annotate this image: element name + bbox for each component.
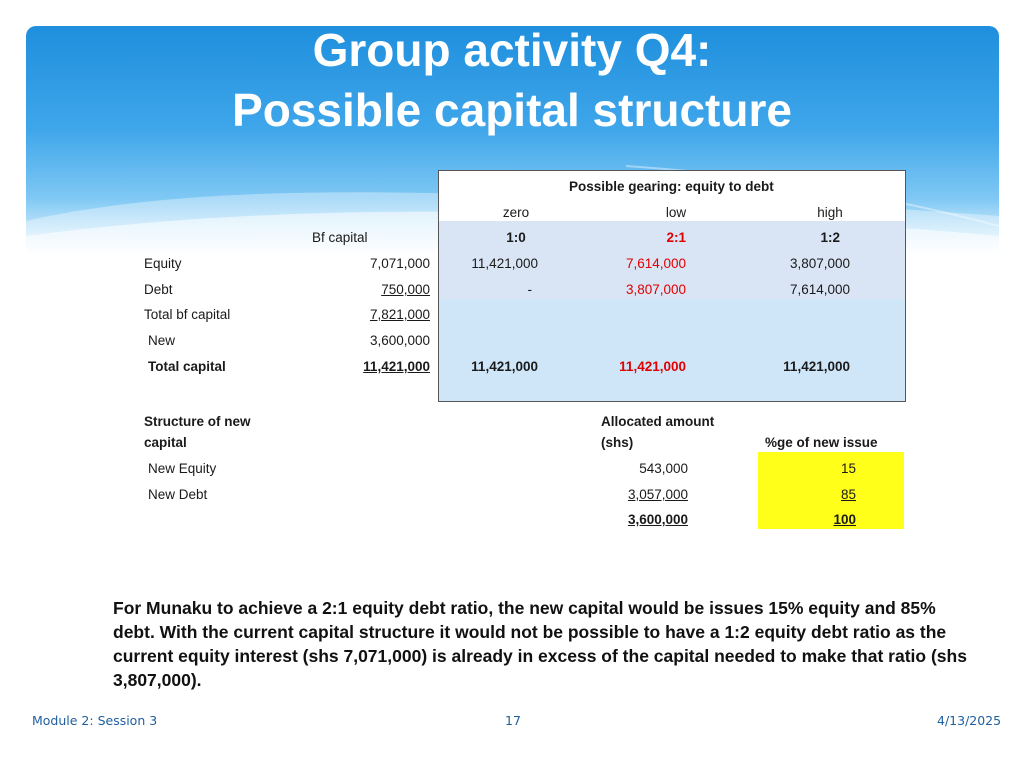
ratio-zero: 1:0 <box>506 230 526 245</box>
bf-capital-label: Bf capital <box>312 230 368 245</box>
new-equity-amount: 543,000 <box>639 461 688 476</box>
new-label: New <box>148 333 176 348</box>
col-header-low: low <box>665 205 687 220</box>
equity-high: 3,807,000 <box>789 256 850 271</box>
total-capital-zero: 11,421,000 <box>471 359 538 374</box>
new-value: 3,600,000 <box>369 333 430 348</box>
new-debt-label: New Debt <box>148 487 208 502</box>
new-debt-amount: 3,057,000 <box>627 487 688 502</box>
total-bf-value: 7,821,000 <box>369 307 430 322</box>
footer-page-number: 17 <box>505 713 521 728</box>
equity-low: 7,614,000 <box>625 256 686 271</box>
equity-zero: 11,421,000 <box>471 256 538 271</box>
new-equity-pct: 15 <box>840 461 856 476</box>
debt-zero: - <box>527 282 532 297</box>
equity-label: Equity <box>144 256 182 271</box>
new-capital-total-amount: 3,600,000 <box>627 512 688 527</box>
structure-label-line1: Structure of new <box>144 414 251 429</box>
gearing-header: Possible gearing: equity to debt <box>569 179 774 194</box>
debt-high: 7,614,000 <box>789 282 850 297</box>
debt-label: Debt <box>144 282 173 297</box>
total-capital-label: Total capital <box>148 359 226 374</box>
equity-bf: 7,071,000 <box>369 256 430 271</box>
structure-label-line2: capital <box>144 435 187 450</box>
ratio-low: 2:1 <box>666 230 686 245</box>
total-capital-high: 11,421,000 <box>783 359 850 374</box>
total-bf-label: Total bf capital <box>144 307 231 322</box>
new-equity-label: New Equity <box>148 461 217 476</box>
debt-low: 3,807,000 <box>625 282 686 297</box>
slide-title-line2: Possible capital structure <box>232 84 792 136</box>
conclusion-paragraph: For Munaku to achieve a 2:1 equity debt ratio, the new capital would be issues 15% equity and 85% debt. With the current capital structure it would not be possible to have a 1:2 equity debt ratio as the current equity interest (shs 7,071,000) is already in excess of the capital needed to make that ratio (shs 3,807,000). <box>113 598 967 690</box>
alloc-header-line2: (shs) <box>601 435 634 450</box>
footer-module: Module 2: Session 3 <box>32 713 158 728</box>
pct-header: %ge of new issue <box>765 435 878 450</box>
ratio-high: 1:2 <box>820 230 840 245</box>
slide-title-line1: Group activity Q4: <box>312 24 712 76</box>
debt-bf: 750,000 <box>381 282 430 297</box>
total-capital-bf: 11,421,000 <box>363 359 430 374</box>
new-capital-total-pct: 100 <box>833 512 856 527</box>
new-debt-pct: 85 <box>840 487 856 502</box>
total-capital-low: 11,421,000 <box>619 359 686 374</box>
alloc-header-line1: Allocated amount <box>601 414 715 429</box>
col-header-zero: zero <box>502 205 530 220</box>
footer-date: 4/13/2025 <box>937 713 1002 728</box>
col-header-high: high <box>817 205 843 220</box>
